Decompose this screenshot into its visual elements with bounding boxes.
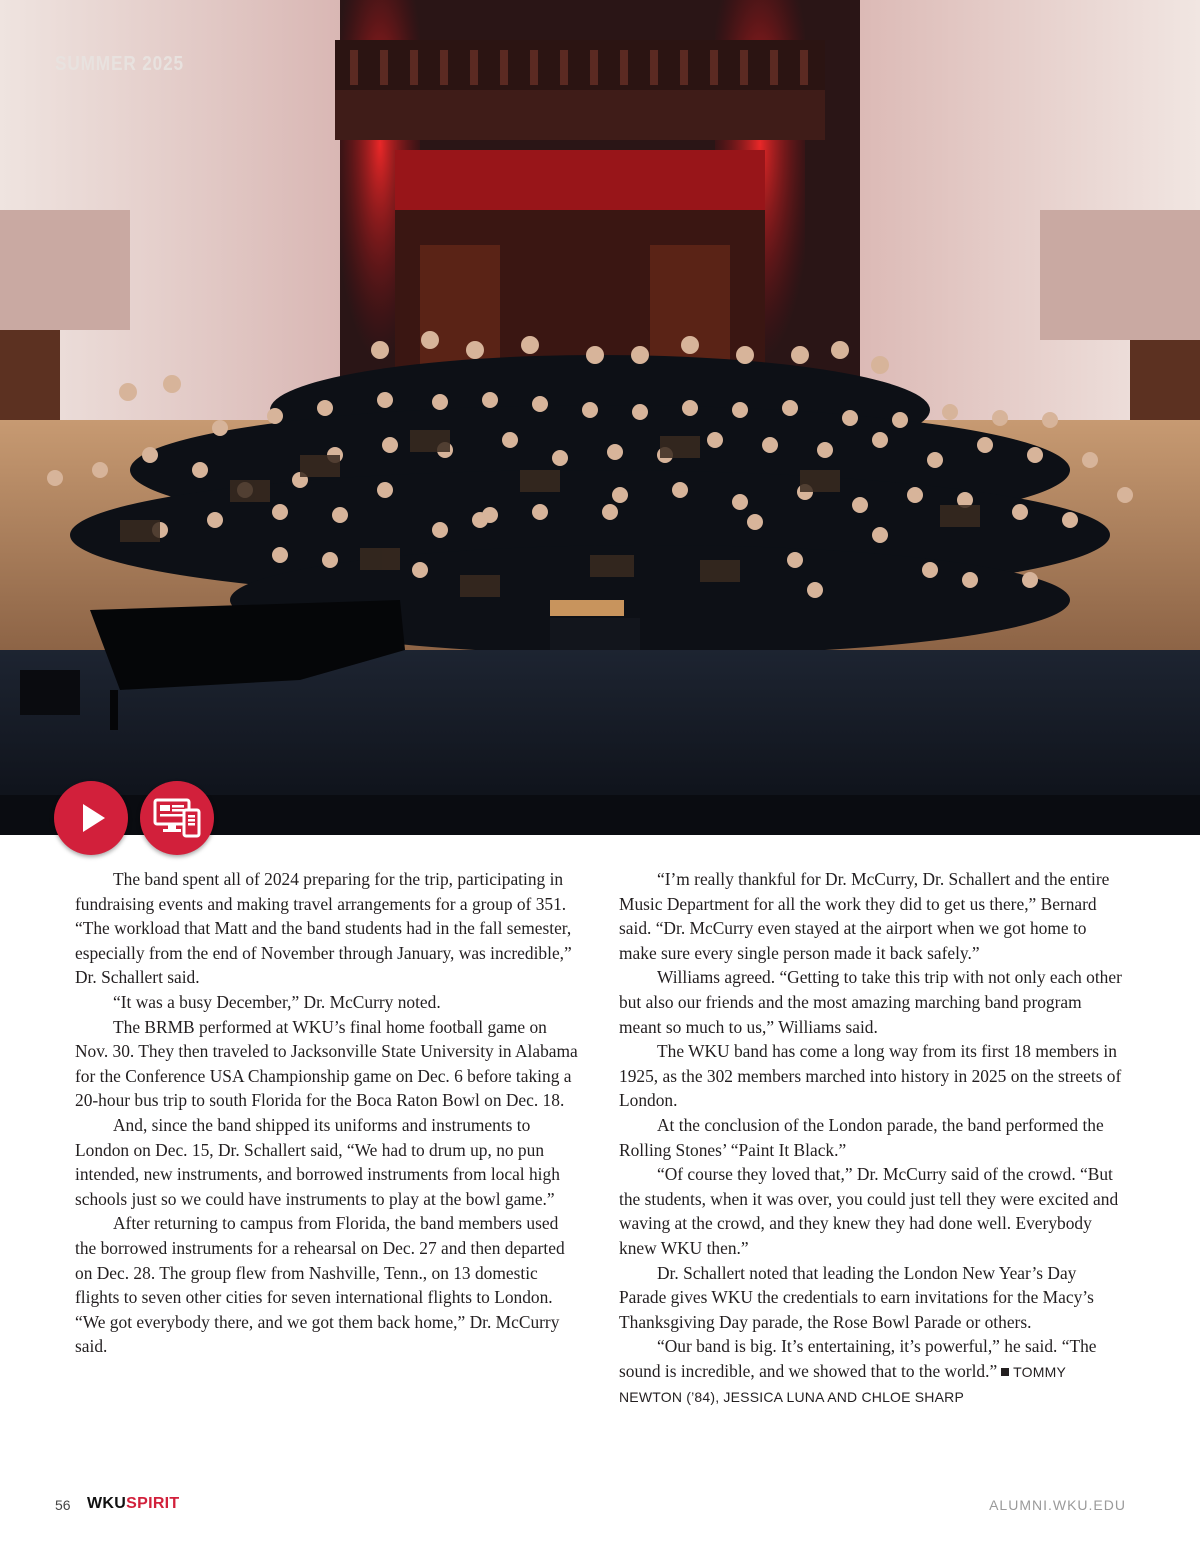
page-number: 56 <box>55 1497 71 1513</box>
issue-label: SUMMER 2025 <box>55 53 184 75</box>
article-paragraph: And, since the band shipped its uniforms and instruments to London on Dec. 15, Dr. Schallert said, “We had to drum up, no pun intended, new instruments, and borrowed instruments from local high schools just so we could have instruments to play at the bowl game.” <box>75 1114 560 1209</box>
article-column-left <box>75 867 582 1359</box>
article-paragraph: “I’m really thankful for Dr. McCurry, Dr. Schallert and the entire Music Department for all the work they did to get us there,” Bernard said. “Dr. McCurry even stayed at the airport when we got home to make sure every single person made it back safely.” <box>619 869 1110 963</box>
article-paragraph: Williams agreed. “Getting to take this trip with not only each other but also our friends and the most amazing marching band program meant so much to us,” Williams said. <box>619 967 1122 1037</box>
byline: TOMMY NEWTON (’84), JESSICA LUNA AND CHLOE SHARP <box>619 1363 1066 1406</box>
page-footer <box>0 1495 1200 1519</box>
article-paragraph: “It was a busy December,” Dr. McCurry noted. <box>113 991 441 1012</box>
article-paragraph: At the conclusion of the London parade, the band performed the Rolling Stones’ “Paint It Black.” <box>619 1114 1104 1160</box>
article-paragraph: “Of course they loved that,” Dr. McCurry said of the crowd. “But the students, when it was over, you could just tell they were excited and waving at the crowd, and they knew they had done well. Everybody knew WKU then.” <box>619 1164 1119 1258</box>
magazine-name-spirit: SPIRIT <box>126 1495 180 1512</box>
screen-devices-icon <box>151 795 203 841</box>
article-paragraph: The WKU band has come a long way from its first 18 members in 1925, as the 302 members marched into history in 2025 on the streets of London. <box>619 1041 1122 1111</box>
article-paragraph: The band spent all of 2024 preparing for the trip, participating in fundraising events and making travel arrangements for a group of 351. “The workload that Matt and the band students had in the fall semester, especially from the end of November through January, was incredible,” Dr. Schallert said. <box>75 869 572 988</box>
play-video-button[interactable] <box>54 781 128 855</box>
magazine-name-wku: WKU <box>87 1495 127 1512</box>
end-mark-icon <box>1001 1368 1009 1376</box>
article-column-right <box>619 867 1126 1410</box>
article-paragraph: Dr. Schallert noted that leading the London New Year’s Day Parade gives WKU the credentials to earn invitations for the Macy’s Thanksgiving Day parade, the Rose Bowl Parade or others. <box>619 1262 1094 1332</box>
play-icon <box>71 798 111 838</box>
website-link[interactable]: ALUMNI.WKU.EDU <box>989 1497 1126 1513</box>
article-paragraph: After returning to campus from Florida, the band members used the borrowed instruments for a rehearsal on Dec. 27 and then departed on Dec. 28. The group flew from Nashville, Tenn., on 13 domestic flights to seven other cities for seven international flights to London. “We got everybody there, and we got them back home,” Dr. McCurry said. <box>75 1213 565 1357</box>
article-final-paragraph <box>619 1334 1126 1410</box>
magazine-name <box>87 1495 180 1513</box>
digital-edition-button[interactable] <box>140 781 214 855</box>
final-quote: “Our band is big. It’s entertaining, it’s powerful,” he said. “The sound is incredible, and we showed that to the world.” <box>619 1336 1097 1381</box>
article-paragraph: The BRMB performed at WKU’s final home football game on Nov. 30. They then traveled to Jacksonville State University in Alabama for the Conference USA Championship game on Dec. 6 before taking a 20-hour bus trip to south Florida for the Boca Raton Bowl on Dec. 18. <box>75 1016 578 1111</box>
